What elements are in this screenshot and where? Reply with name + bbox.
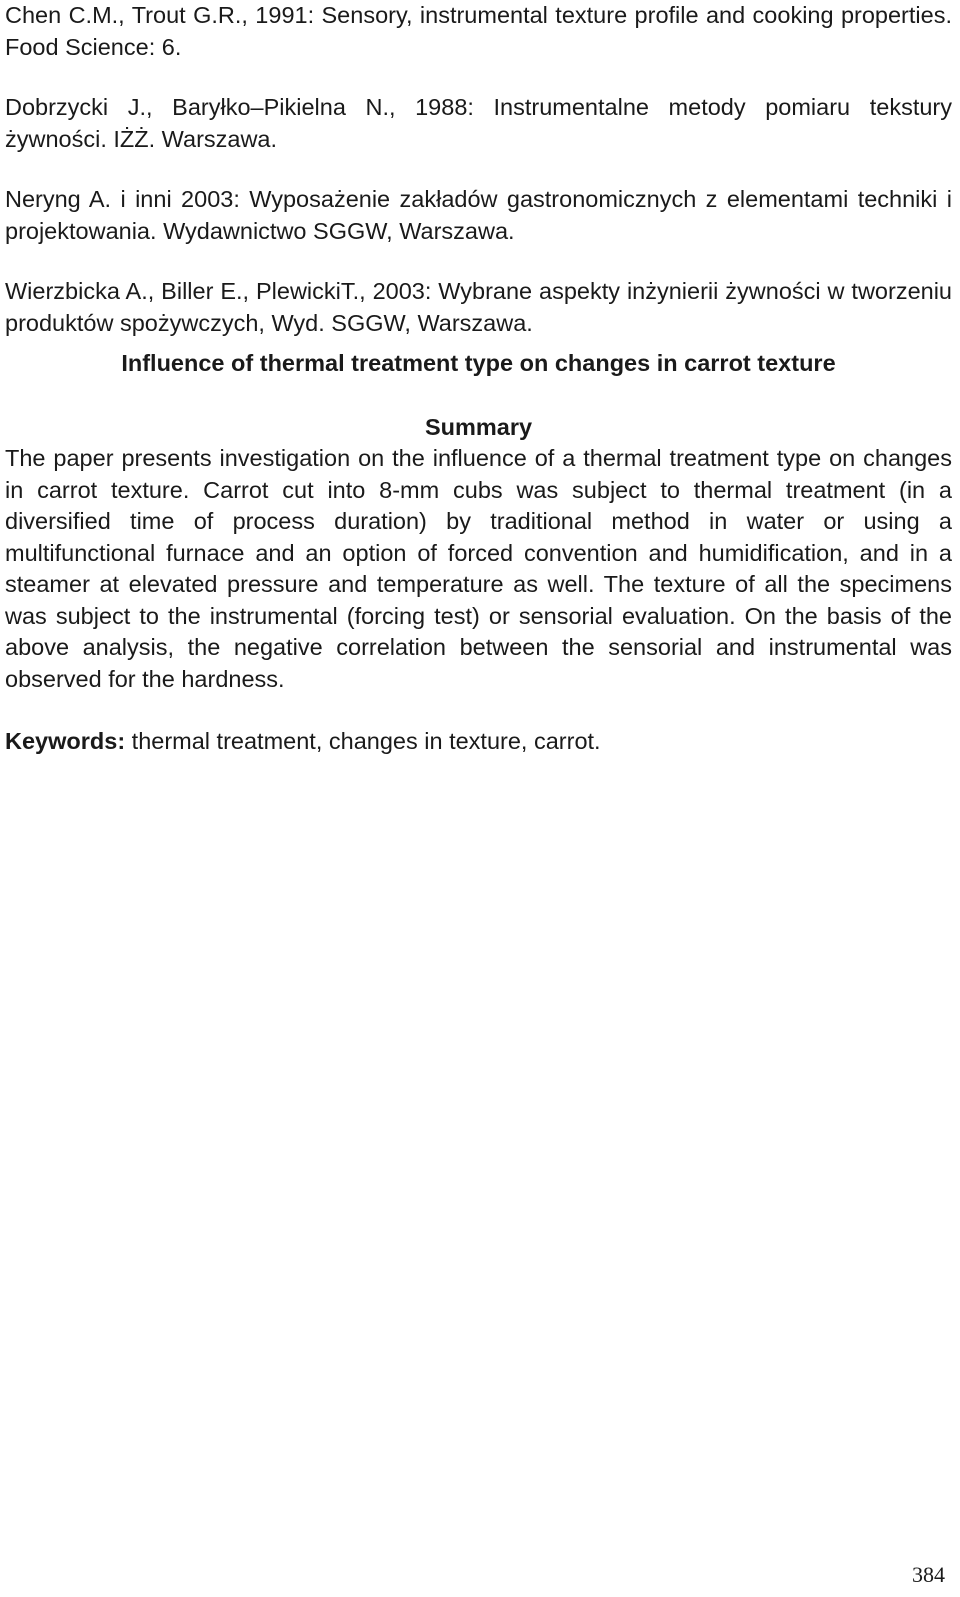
reference-list xyxy=(5,0,952,339)
page-number: 384 xyxy=(912,1562,945,1587)
summary-heading: Summary xyxy=(424,413,533,440)
keywords-text: thermal treatment, changes in texture, carrot. xyxy=(125,728,601,754)
reference-item: Dobrzycki J., Baryłko–Pikielna N., 1988: Instrumentalne metody pomiaru tekstury żywności. IŻŻ. Warszawa. xyxy=(5,94,952,152)
summary-text: The paper presents investigation on the influence of a thermal treatment type on changes in carrot texture. Carrot cut into 8-mm cubs was subject to thermal treatment (in a diversified time of process duration) by traditional method in water or using a multifunctional furnace and an option of forced convention and humidification, and in a steamer at elevated pressure and temperature as well. The texture of all the specimens was subject to the instrumental (forcing test) or sensorial evaluation. On the basis of the above analysis, the negative correlation between the sensorial and instrumental was observed for the hardness. xyxy=(5,445,952,692)
reference-item: Wierzbicka A., Biller E., PlewickiT., 2003: Wybrane aspekty inżynierii żywności w tworzeniu produktów spożywczych, Wyd. SGGW, Warszawa. xyxy=(5,278,952,336)
paper-title: Influence of thermal treatment type on changes in carrot texture xyxy=(121,350,836,376)
reference-item: Neryng A. i inni 2003: Wyposażenie zakładów gastronomicznych z elementami techniki i projektowania. Wydawnictwo SGGW, Warszawa. xyxy=(5,186,952,244)
keywords-label: Keywords: xyxy=(5,728,126,754)
keywords-line xyxy=(5,726,952,758)
reference-item: Chen C.M., Trout G.R., 1991: Sensory, instrumental texture profile and cooking properties. Food Science: 6. xyxy=(5,2,952,60)
document-page xyxy=(5,0,952,758)
